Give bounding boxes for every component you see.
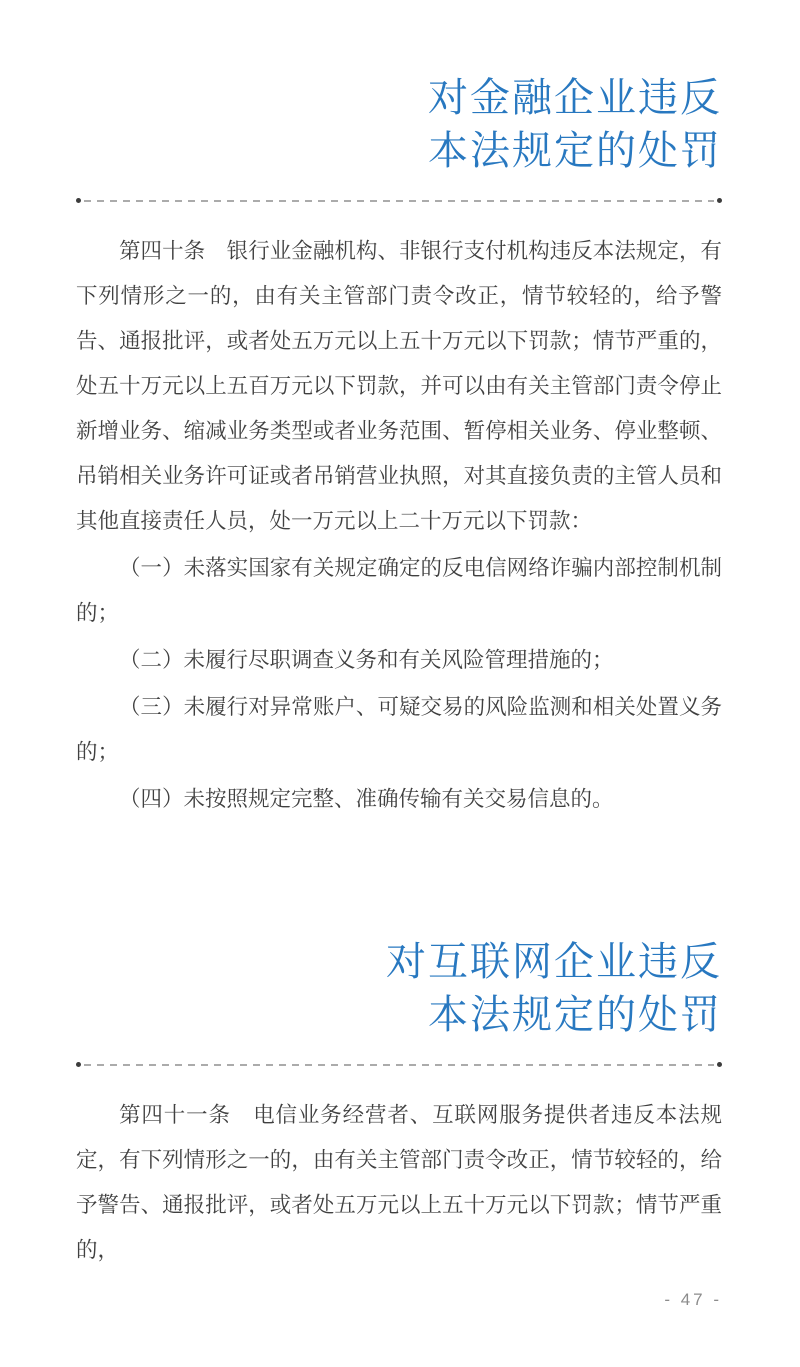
divider-dashed-line (84, 1064, 714, 1066)
divider-end-dot-icon (717, 198, 722, 203)
page-number: - 47 - (664, 1290, 722, 1309)
article-40-item-3: （三）未履行对异常账户、可疑交易的风险监测和相关处置义务的； (76, 695, 722, 764)
section-body (76, 229, 722, 822)
section-title-line-1: 对互联网企业违反 (386, 940, 722, 984)
section-financial-enterprises (76, 72, 722, 822)
article-40-paragraph: 第四十条 银行业金融机构、非银行支付机构违反本法规定，有下列情形之一的，由有关主管部门责令改正，情节较轻的，给予警告、通报批评，或者处五万元以上五十万元以下罚款；情节严重的，处五十万元以上五百万元以下罚款，并可以由有关主管部门责令停止新增业务、缩减业务类型或者业务范围、暂停相关业务、停业整顿、吊销相关业务许可证或者吊销营业执照，对其直接负责的主管人员和其他直接责任人员，处一万元以上二十万元以下罚款： (76, 239, 722, 533)
section-internet-enterprises (76, 936, 722, 1273)
section-body (76, 1093, 722, 1273)
article-41-paragraph: 第四十一条 电信业务经营者、互联网服务提供者违反本法规定，有下列情形之一的，由有关主管部门责令改正，情节较轻的，给予警告、通报批评，或者处五万元以上五十万元以下罚款；情节严重的， (76, 1103, 722, 1262)
divider-end-dot-icon (76, 1062, 81, 1067)
section-title-line-1: 对金融企业违反 (428, 76, 722, 120)
article-40-item-1: （一）未落实国家有关规定确定的反电信网络诈骗内部控制机制的； (76, 556, 722, 625)
divider-end-dot-icon (76, 198, 81, 203)
section-title (76, 72, 722, 178)
section-divider (76, 1062, 722, 1067)
section-title-line-2: 本法规定的处罚 (428, 129, 722, 173)
divider-dashed-line (84, 200, 714, 202)
article-40-item-4: （四）未按照规定完整、准确传输有关交易信息的。 (119, 787, 614, 811)
article-40-item-2: （二）未履行尽职调查义务和有关风险管理措施的； (119, 648, 614, 672)
section-title (76, 936, 722, 1042)
section-title-line-2: 本法规定的处罚 (428, 993, 722, 1037)
section-divider (76, 198, 722, 203)
divider-end-dot-icon (717, 1062, 722, 1067)
